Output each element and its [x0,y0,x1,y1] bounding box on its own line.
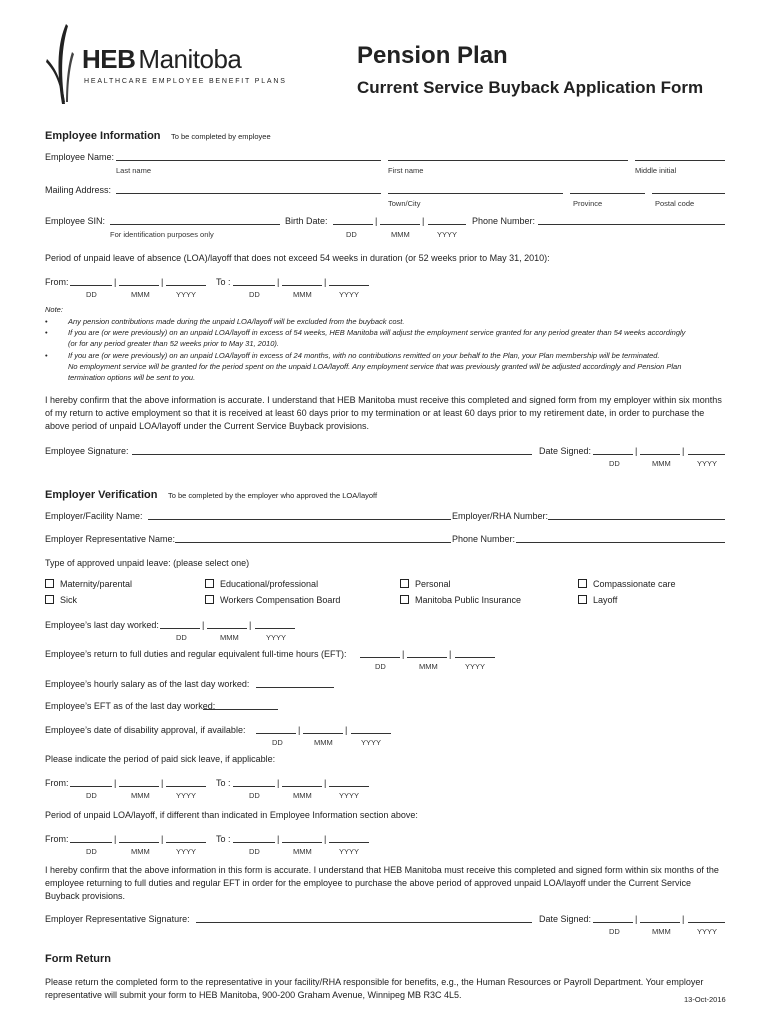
postal-code-field[interactable] [652,185,725,194]
form-return-text: Please return the completed form to the representative in your facility/RHA responsible for benefits, e.g., the Human Resources or Payroll Department. Your employer representative will submit your form to HEB Manitoba, 900-200 Graham Avenue, Winnipeg MB R3C 4L5. [45,977,704,1000]
mmm-caption: MMM [652,459,671,468]
version-date: 13-Oct-2016 [684,995,726,1004]
option-label: Sick [60,595,78,605]
checkbox[interactable] [45,579,54,588]
unpaid-to-mmm-field[interactable] [282,834,322,843]
er-signed-dd-field[interactable] [593,914,633,923]
employer-section-heading: Employer Verification [45,489,158,501]
hourly-salary-field[interactable] [256,679,334,688]
employee-section-heading: Employee Information [45,130,161,142]
option-label: Educational/professional [220,579,319,589]
option-label: Maternity/parental [60,579,133,589]
province-caption: Province [573,199,603,208]
er-signed-yyyy-field[interactable] [688,914,725,923]
sick-from-yyyy-field[interactable] [166,778,206,787]
yyyy-caption: YYYY [266,633,287,642]
yyyy-caption: YYYY [339,290,360,299]
mmm-caption: MMM [131,791,150,800]
wheat-stalk-icon [44,22,80,106]
dd-caption: DD [86,290,97,299]
option-label: Compassionate care [593,579,676,589]
option-educational[interactable] [205,579,318,589]
mmm-caption: MMM [293,791,312,800]
rep-name-field[interactable] [175,534,451,543]
yyyy-caption: YYYY [361,738,382,747]
checkbox[interactable] [205,579,214,588]
note-label: Note: [45,305,63,314]
rep-name-label: Employer Representative Name: [45,534,176,544]
to-label: To : [216,778,231,788]
unpaid-to-dd-field[interactable] [233,834,275,843]
note-3-line3: termination options will be sent to you. [68,373,196,382]
eft-return-dd-field[interactable] [360,649,400,658]
unpaid-to-yyyy-field[interactable] [329,834,369,843]
to-label: To : [216,277,231,287]
employer-signature-label: Employer Representative Signature: [45,914,190,924]
birth-yyyy-field[interactable] [428,216,466,225]
option-label: Workers Compensation Board [220,595,341,605]
note-2-line1: If you are (or were previously) on an unpaid LOA/layoff in excess of 54 weeks, HEB Manitoba will adjust the employment service granted for any period greater than 54 weeks accordingly [68,328,686,337]
birth-mmm-field[interactable] [380,216,420,225]
from-mmm-field[interactable] [119,277,159,286]
dd-caption: DD [272,738,283,747]
facility-name-field[interactable] [148,511,451,520]
province-field[interactable] [570,185,645,194]
option-label: Layoff [593,595,618,605]
mmm-caption: MMM [314,738,333,747]
last-day-label: Employee’s last day worked: [45,620,159,630]
checkbox[interactable] [400,595,409,604]
yyyy-caption: YYYY [176,290,197,299]
dd-caption: DD [86,847,97,856]
logo-tagline: HEALTHCARE EMPLOYEE BENEFIT PLANS [84,78,287,85]
last-day-dd-field[interactable] [160,620,200,629]
yyyy-caption: YYYY [339,791,360,800]
option-compassionate[interactable] [578,579,676,589]
unpaid-from-mmm-field[interactable] [119,834,159,843]
checkbox[interactable] [578,595,587,604]
checkbox[interactable] [45,595,54,604]
option-personal[interactable] [400,579,451,589]
employee-signature-label: Employee Signature: [45,446,129,456]
mmm-caption: MMM [293,290,312,299]
checkbox[interactable] [578,579,587,588]
sick-from-dd-field[interactable] [70,778,112,787]
note-3-line2: No employment service will be granted for the period spent on the unpaid LOA/layoff. Any employment service that was previously granted will be adjusted accordingly and Pension Plan [68,362,682,371]
employer-date-signed-label: Date Signed: [539,914,592,924]
unpaid-from-dd-field[interactable] [70,834,112,843]
last-name-field[interactable] [116,152,381,161]
option-maternity[interactable] [45,579,132,589]
employee-name-label: Employee Name: [45,152,115,162]
postal-code-caption: Postal code [655,199,695,208]
option-wcb[interactable] [205,595,340,605]
page-title: Pension Plan [357,42,508,69]
disability-mmm-field[interactable] [303,725,343,734]
dd-caption: DD [249,290,260,299]
form-return-heading: Form Return [45,953,111,965]
mmm-caption: MMM [131,290,150,299]
first-name-caption: First name [388,166,424,175]
to-yyyy-field[interactable] [329,277,369,286]
from-dd-field[interactable] [70,277,112,286]
dd-caption: DD [249,847,260,856]
middle-initial-field[interactable] [635,152,725,161]
mailing-address-label: Mailing Address: [45,185,112,195]
sick-period-label: Please indicate the period of paid sick leave, if applicable: [45,754,276,764]
sin-caption: For identification purposes only [110,230,214,239]
option-mpi[interactable] [400,595,521,605]
to-mmm-field[interactable] [282,277,322,286]
mmm-caption: MMM [652,927,671,936]
employee-section-note: To be completed by employee [170,132,271,141]
emp-signed-yyyy-field[interactable] [688,446,725,455]
yyyy-caption: YYYY [697,459,718,468]
yyyy-caption: YYYY [697,927,718,936]
dd-caption: DD [609,927,620,936]
er-signed-mmm-field[interactable] [640,914,680,923]
employer-phone-label: Phone Number: [452,534,516,544]
note-1: Any pension contributions made during the unpaid LOA/layoff will be excluded from the buyback cost. [68,317,405,326]
rha-number-label: Employer/RHA Number: [452,511,549,521]
checkbox[interactable] [205,595,214,604]
logo [44,22,287,106]
sin-label: Employee SIN: [45,216,106,226]
disability-date-label: Employee’s date of disability approval, if available: [45,725,246,735]
last-name-caption: Last name [116,166,152,175]
facility-name-label: Employer/Facility Name: [45,511,143,521]
note-2-line2: (or for any period greater than 52 weeks prior to May 31, 2010). [68,339,279,348]
checkbox[interactable] [400,579,409,588]
employer-section-note: To be completed by the employer who approved the LOA/layoff [167,491,378,500]
employer-confirmation-text: I hereby confirm that the above information in this form is accurate. I understand that HEB Manitoba must receive this completed and signed form within six months of the employee returning to full duties and regular EFT in order for the employee to purchase the above period of approved unpaid LOA/layoff under the Current Service Buyback provisions. [45,865,719,901]
to-label: To : [216,834,231,844]
dd-caption: DD [249,791,260,800]
period-text: Period of unpaid leave of absence (LOA)/layoff that does not exceed 54 weeks in duration (or 52 weeks prior to May 31, 2010): [45,253,550,263]
logo-light: Manitoba [138,44,242,74]
dd-caption: DD [346,230,357,239]
last-day-yyyy-field[interactable] [255,620,295,629]
sick-to-dd-field[interactable] [233,778,275,787]
disability-dd-field[interactable] [256,725,296,734]
street-address-field[interactable] [116,185,381,194]
emp-signed-mmm-field[interactable] [640,446,680,455]
sin-field[interactable] [110,216,280,225]
option-label: Personal [415,579,451,589]
yyyy-caption: YYYY [176,847,197,856]
sick-from-mmm-field[interactable] [119,778,159,787]
employer-phone-field[interactable] [516,534,725,543]
yyyy-caption: YYYY [176,791,197,800]
birth-date-label: Birth Date: [285,216,328,226]
mmm-caption: MMM [391,230,410,239]
dd-caption: DD [176,633,187,642]
option-label: Manitoba Public Insurance [415,595,522,605]
employee-date-signed-label: Date Signed: [539,446,592,456]
employee-phone-label: Phone Number: [472,216,536,226]
from-label: From: [45,778,69,788]
employer-signature-field[interactable] [196,914,532,923]
option-sick[interactable] [45,595,77,605]
logo-bold: HEB [82,44,136,74]
to-dd-field[interactable] [233,277,275,286]
from-label: From: [45,277,69,287]
disability-yyyy-field[interactable] [351,725,391,734]
yyyy-caption: YYYY [339,847,360,856]
birth-dd-field[interactable] [333,216,373,225]
dd-caption: DD [86,791,97,800]
option-layoff[interactable] [578,595,617,605]
eft-return-label: Employee’s return to full duties and regular equivalent full-time hours (EFT): [45,649,347,659]
mmm-caption: MMM [220,633,239,642]
hourly-salary-label: Employee’s hourly salary as of the last day worked: [45,679,250,689]
sick-to-mmm-field[interactable] [282,778,322,787]
eft-return-yyyy-field[interactable] [455,649,495,658]
rha-number-field[interactable] [548,511,725,520]
employee-signature-field[interactable] [132,446,532,455]
yyyy-caption: YYYY [465,662,486,671]
dd-caption: DD [609,459,620,468]
eft-last-field[interactable] [203,701,278,710]
page-subtitle: Current Service Buyback Application Form [357,78,704,97]
emp-signed-dd-field[interactable] [593,446,633,455]
middle-initial-caption: Middle initial [635,166,677,175]
unpaid-period-label: Period of unpaid LOA/layoff, if different than indicated in Employee Information section above: [45,810,418,820]
eft-return-mmm-field[interactable] [407,649,447,658]
employee-confirmation-text: I hereby confirm that the above information is accurate. I understand that HEB Manitoba must receive this completed and signed form from my employer within six months of my return to active employment so that it is received at least 60 days prior to my termination or at least 60 days prior to my retirement date, in order to purchase the above period of unpaid LOA/layoff under the Current Service Buyback provisions. [45,395,722,431]
from-label: From: [45,834,69,844]
eft-last-label: Employee’s EFT as of the last day worked: [45,701,216,711]
mmm-caption: MMM [293,847,312,856]
town-city-field[interactable] [388,185,563,194]
dd-caption: DD [375,662,386,671]
mmm-caption: MMM [419,662,438,671]
note-3-line1: If you are (or were previously) on an unpaid LOA/layoff in excess of 24 months, with no contributions remitted on your behalf to the Plan, your Plan membership will be terminated. [68,351,660,360]
from-yyyy-field[interactable] [166,277,206,286]
unpaid-from-yyyy-field[interactable] [166,834,206,843]
first-name-field[interactable] [388,152,628,161]
employee-phone-field[interactable] [538,216,725,225]
town-city-caption: Town/City [388,199,421,208]
leave-type-label: Type of approved unpaid leave: (please select one) [45,558,250,568]
yyyy-caption: YYYY [437,230,458,239]
last-day-mmm-field[interactable] [207,620,247,629]
mmm-caption: MMM [131,847,150,856]
sick-to-yyyy-field[interactable] [329,778,369,787]
